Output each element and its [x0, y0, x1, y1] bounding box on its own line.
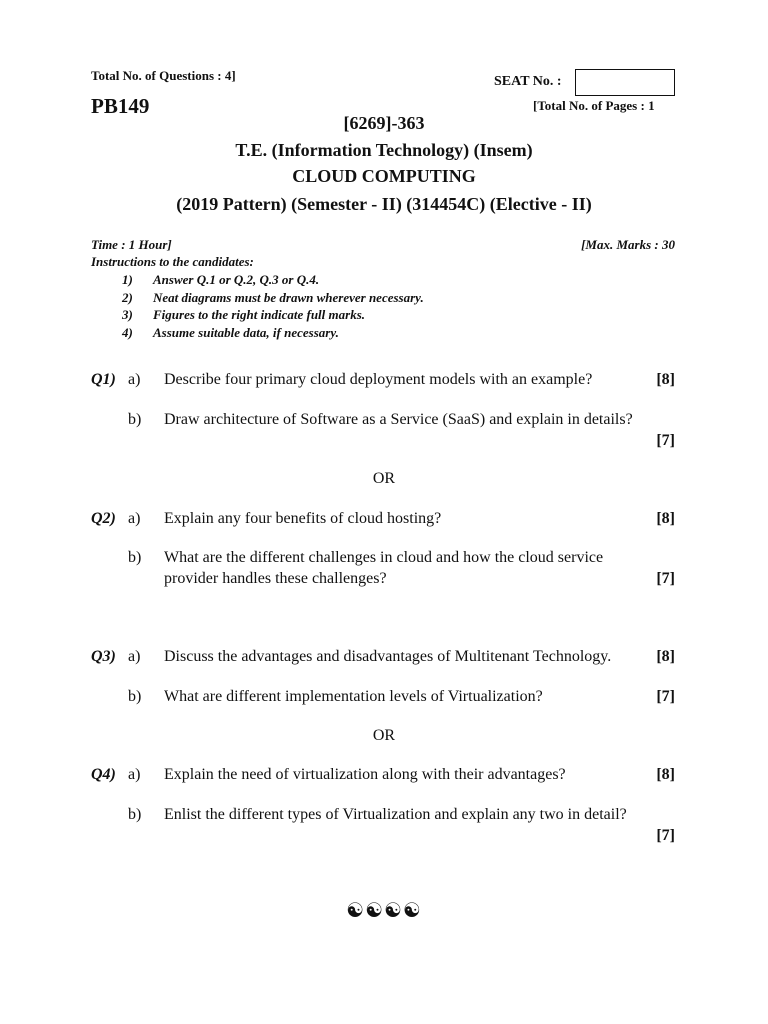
- question-text: Explain the need of virtualization along with their advantages?: [164, 766, 566, 783]
- total-pages: [Total No. of Pages : 1: [533, 98, 655, 113]
- instruction-text: Figures to the right indicate full marks.: [153, 307, 366, 322]
- instruction-number: 3): [122, 307, 133, 322]
- question-text: Draw architecture of Software as a Service (SaaS) and explain in details?: [164, 411, 633, 428]
- question-marks: [8]: [656, 766, 675, 783]
- question-marks: [7]: [656, 688, 675, 705]
- question-text: What are the different challenges in cloud and how the cloud service: [164, 549, 604, 566]
- question-part: a): [128, 510, 141, 527]
- question-label: Q3): [91, 648, 116, 665]
- question-text: Describe four primary cloud deployment models with an example?: [164, 371, 593, 388]
- yin-yang-ornament-icon: ☯☯☯☯: [346, 900, 422, 922]
- paper-code: PB149: [91, 94, 150, 118]
- instruction-text: Answer Q.1 or Q.2, Q.3 or Q.4.: [153, 272, 320, 287]
- max-marks-label: [Max. Marks : 30: [581, 237, 675, 252]
- question-marks: [7]: [656, 432, 675, 449]
- question-label: Q1): [91, 371, 116, 388]
- instruction-text: Assume suitable data, if necessary.: [153, 325, 339, 340]
- question-text: What are different implementation levels of Virtualization?: [164, 688, 543, 705]
- question-marks: [7]: [656, 570, 675, 587]
- seat-no-box: [575, 69, 675, 96]
- instruction-item: [0, 290, 768, 308]
- instruction-text: Neat diagrams must be drawn wherever necessary.: [153, 290, 424, 305]
- question-label: Q2): [91, 510, 116, 527]
- question-label: Q4): [91, 766, 116, 783]
- question-marks: [8]: [656, 371, 675, 388]
- instruction-item: [0, 272, 768, 290]
- question-part: b): [128, 411, 142, 428]
- course-title: T.E. (Information Technology) (Insem): [235, 140, 533, 160]
- question-part: b): [128, 806, 142, 823]
- question-part: a): [128, 371, 141, 388]
- subject-title: CLOUD COMPUTING: [292, 166, 476, 186]
- instruction-number: 4): [122, 325, 133, 340]
- instruction-item: [0, 325, 768, 343]
- question-part: b): [128, 549, 142, 566]
- question-part: a): [128, 766, 141, 783]
- question-marks: [8]: [656, 510, 675, 527]
- instruction-number: 2): [122, 290, 133, 305]
- question-text: Enlist the different types of Virtualization and explain any two in detail?: [164, 806, 627, 823]
- pattern-line: (2019 Pattern) (Semester - II) (314454C) (Elective - II): [176, 194, 592, 214]
- question-part: b): [128, 688, 142, 705]
- question-marks: [8]: [656, 648, 675, 665]
- or-divider: OR: [372, 470, 396, 487]
- paper-id: [6269]-363: [343, 113, 425, 133]
- question-marks: [7]: [656, 827, 675, 844]
- instruction-item: [0, 307, 768, 325]
- instructions-title: Instructions to the candidates:: [91, 254, 254, 269]
- seat-no-label: SEAT No. :: [494, 74, 562, 89]
- question-part: a): [128, 648, 141, 665]
- question-text: provider handles these challenges?: [164, 570, 387, 587]
- total-questions: Total No. of Questions : 4]: [91, 68, 236, 83]
- time-label: Time : 1 Hour]: [91, 237, 172, 252]
- question-text: Discuss the advantages and disadvantages of Multitenant Technology.: [164, 648, 612, 665]
- question-text: Explain any four benefits of cloud hosting?: [164, 510, 442, 527]
- or-divider: OR: [372, 727, 396, 744]
- instruction-number: 1): [122, 272, 133, 287]
